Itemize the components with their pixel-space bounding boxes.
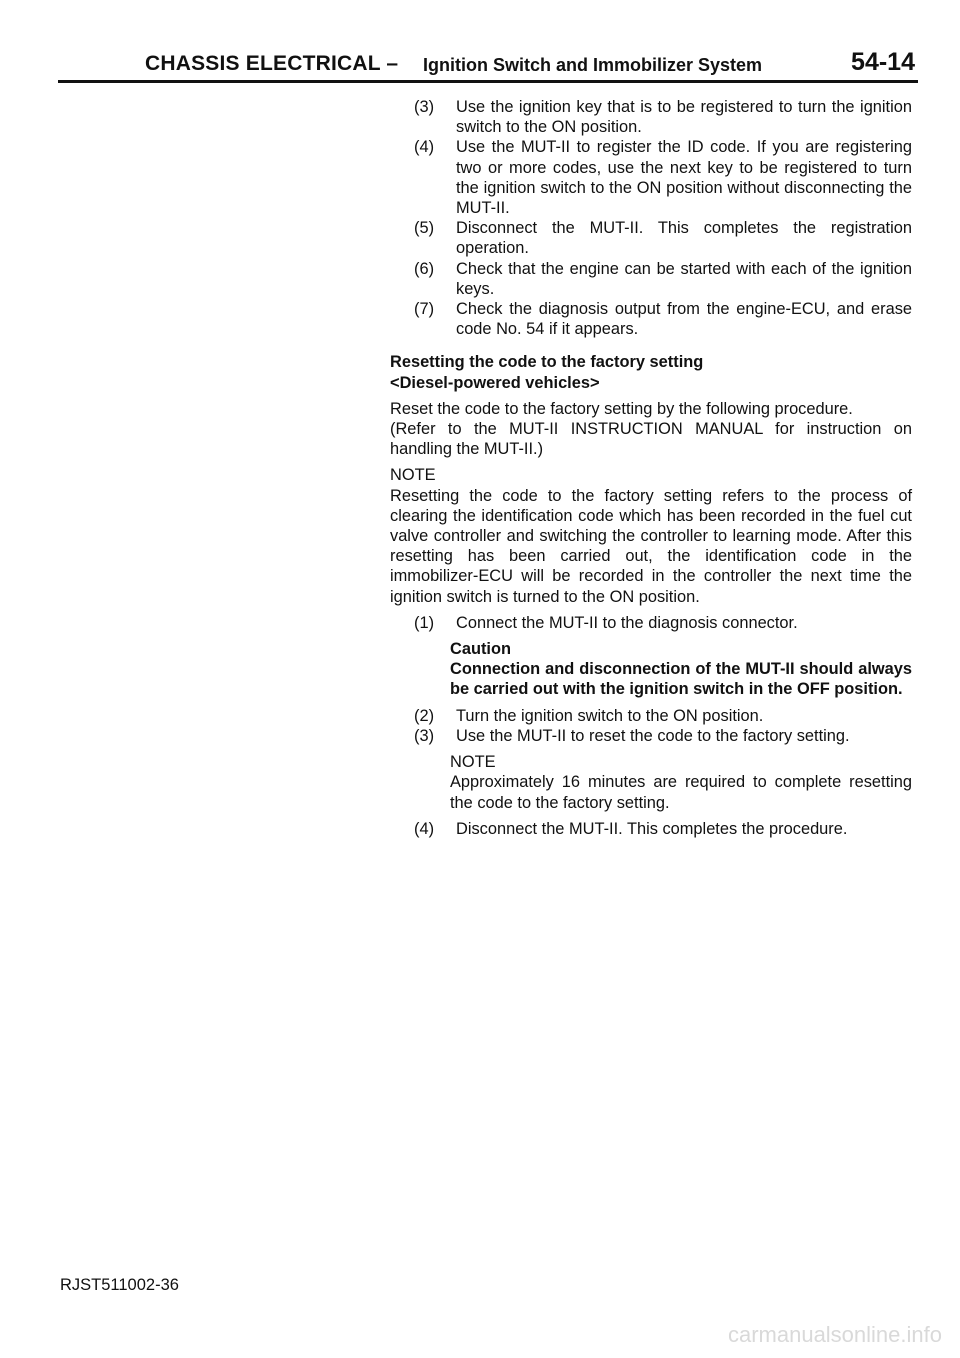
reset-step (390, 819, 912, 839)
registration-step (390, 218, 912, 258)
step-text: Use the MUT-II to register the ID code. If you are registering two or more codes, use the next key to be registered to turn the ignition switch to the ON position without disconnecting the MUT-II. (456, 138, 912, 218)
step-text: Connect the MUT-II to the diagnosis connector. (456, 613, 798, 632)
caution-text: Connection and disconnection of the MUT-II should always be carried out with the ignition switch in the OFF position. (450, 660, 912, 699)
registration-step (390, 259, 912, 299)
step-text: Check that the engine can be started with each of the ignition keys. (456, 259, 912, 298)
reset-step (390, 726, 912, 746)
reset-step (390, 706, 912, 726)
registration-step (390, 137, 912, 218)
step-number: (7) (414, 300, 435, 319)
note2-label: NOTE (450, 753, 496, 772)
step-number: (6) (414, 259, 435, 278)
page-number: 54-14 (851, 48, 915, 76)
step-number: (2) (414, 706, 435, 725)
step-text: Disconnect the MUT-II. This completes the procedure. (456, 819, 848, 838)
step-text: Check the diagnosis output from the engine-ECU, and erase code No. 54 if it appears. (456, 300, 912, 339)
registration-step (390, 97, 912, 137)
step-number: (1) (414, 613, 435, 632)
step-text: Turn the ignition switch to the ON position. (456, 706, 764, 725)
step-text: Use the MUT-II to reset the code to the factory setting. (456, 726, 850, 745)
reset-refer: (Refer to the MUT-II INSTRUCTION MANUAL for instruction on handling the MUT-II.) (390, 420, 912, 459)
step-number: (4) (414, 138, 435, 157)
reset-subheading: <Diesel-powered vehicles> (390, 373, 600, 392)
header-rule (58, 80, 918, 83)
step-text: Disconnect the MUT-II. This completes the registration operation. (456, 219, 912, 258)
page-header (145, 48, 915, 82)
caution-label: Caution (450, 640, 512, 659)
main-content (390, 97, 912, 839)
step-text: Use the ignition key that is to be registered to turn the ignition switch to the ON position. (456, 98, 912, 137)
section-title: CHASSIS ELECTRICAL – (145, 52, 399, 75)
page-title: Ignition Switch and Immobilizer System (423, 55, 763, 75)
note-label: NOTE (390, 466, 436, 485)
reset-step (390, 613, 912, 633)
reset-intro: Reset the code to the factory setting by the following procedure. (390, 399, 853, 418)
note-text: Resetting the code to the factory setting refers to the process of clearing the identification code which has been recorded in the fuel cut valve controller and switching the controller to learning mode. After this resetting has been carried out, the identification code in the immobilizer-ECU will be recorded in the controller the next time the ignition switch is turned to the ON position. (390, 486, 912, 606)
step-number: (5) (414, 219, 435, 238)
watermark: carmanualsonline.info (727, 1322, 942, 1347)
step-number: (4) (414, 819, 435, 838)
note2-block (450, 752, 912, 813)
step-number: (3) (414, 726, 435, 745)
registration-step (390, 299, 912, 339)
step-number: (3) (414, 98, 435, 116)
caution-block (450, 639, 912, 700)
reset-heading: Resetting the code to the factory setting (390, 353, 704, 372)
note2-text: Approximately 16 minutes are required to complete resetting the code to the factory setting. (450, 773, 912, 812)
document-code: RJST511002-36 (60, 1276, 179, 1294)
